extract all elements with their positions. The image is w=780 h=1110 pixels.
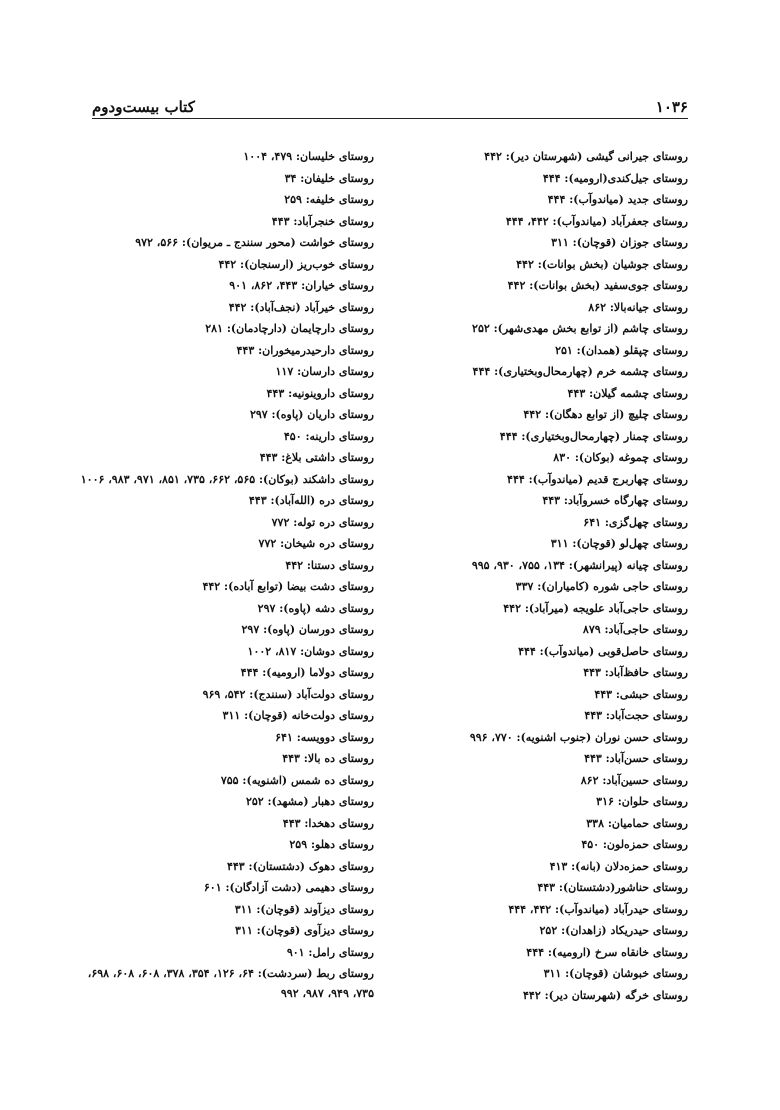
index-entry: روستای حسین‌آباد: ۸۶۲	[580, 773, 688, 787]
index-entry: روستای جیرانی گیشی (شهرستان دیر): ۴۴۲	[484, 150, 688, 163]
index-entry: روستای حجت‌آباد: ۴۴۳	[584, 709, 688, 722]
index-entry: روستای حسن نوران (جنوب اشنویه): ۷۷۰، ۹۹۶	[469, 730, 688, 744]
index-entry: روستای دره (الله‌آباد): ۴۴۳	[248, 494, 374, 507]
index-entry: روستای حمزه‌دلان (بانه): ۴۱۳	[549, 859, 688, 873]
index-entry: روستای ده بالا: ۴۴۳	[282, 752, 374, 765]
index-entry: روستای جوزان (قوچان): ۳۱۱	[551, 236, 688, 249]
index-entry: روستای حاجی شوره (کامیاران): ۳۳۷	[515, 580, 688, 593]
index-entry: روستای دارسان: ۱۱۷	[275, 365, 374, 378]
index-entry: روستای حلوان: ۳۱۶	[596, 795, 688, 808]
index-entry: روستای دوویسه: ۶۴۱	[275, 730, 374, 744]
index-entry: روستای دارینه: ۴۵۰	[283, 429, 374, 443]
index-entry: روستای دشت بیضا (توابع آباده): ۴۴۲	[202, 580, 374, 593]
index-entry: روستای خوب‌ریز (ارسنجان): ۴۴۲	[218, 257, 374, 271]
index-entry: روستای دولت‌خانه (قوچان): ۳۱۱	[222, 709, 374, 722]
index-entry: روستای حافظ‌آباد: ۴۴۳	[583, 666, 688, 679]
index-entry: روستای چموغه (بوکان): ۸۳۰	[553, 451, 688, 464]
index-entry: روستای دهخدا: ۴۴۳	[282, 816, 374, 830]
header-rule	[92, 118, 688, 119]
index-entry: روستای حبشی: ۴۴۳	[594, 687, 688, 701]
index-entry: روستای دهبار (مشهد): ۲۵۲	[245, 795, 374, 808]
index-entry: روستای حناشور(دشتستان): ۴۴۳	[537, 881, 688, 894]
index-entry: روستای چشمه گیلان: ۴۴۳	[567, 386, 688, 400]
index-entry: روستای چمنار (چهارمحال‌وبختیاری): ۴۴۴	[499, 429, 688, 443]
index-entry: روستای چشمه خرم (چهارمحال‌وبختیاری): ۴۴۴	[472, 365, 688, 378]
index-entry: روستای دستنا: ۴۴۲	[285, 558, 374, 572]
index-entry: روستای دولاما (ارومیه): ۴۴۴	[240, 666, 374, 679]
index-entry: روستای دارچایمان (دارچادمان): ۲۸۱	[205, 322, 374, 335]
index-entry: روستای خرگه (شهرستان دیر): ۴۴۲	[523, 988, 688, 1002]
index-entry: روستای دورسان (پاوه): ۲۹۷	[241, 623, 374, 636]
index-entry: روستای دوشان: ۸۱۷، ۱۰۰۲	[247, 644, 374, 658]
index-entry: روستای چاشم (از توابع بخش مهدی‌شهر): ۲۵۲	[472, 322, 688, 335]
index-entry: روستای دولت‌آباد (سنندج): ۵۴۲، ۹۶۹	[202, 687, 374, 701]
index-entry: روستای حمزه‌لون: ۴۵۰	[581, 838, 688, 851]
book-title: کتاب بیست‌ودوم	[92, 98, 195, 116]
index-entry: روستای چپقلو (همدان): ۲۵۱	[555, 343, 688, 357]
index-entry: روستای ربط (سردشت): ۶۴، ۱۲۶، ۳۵۴، ۳۷۸، ۶۰۸، ۶۰۸، ۶۹۸، ۷۳۵، ۹۴۹، ۹۸۷، ۹۹۲	[87, 967, 374, 1000]
index-entry: روستای دهیمی (دشت آزادگان): ۶۰۱	[203, 881, 374, 894]
index-entry: روستای چهارگاه خسروآباد: ۴۴۳	[542, 494, 688, 507]
index-entry: روستای داروینونیه: ۴۴۳	[266, 386, 374, 400]
index-entry: روستای حیدریکاد (زاهدان): ۲۵۲	[539, 924, 688, 937]
index-entry: روستای چهل‌گزی: ۶۴۱	[583, 515, 688, 529]
index-entry: روستای خیاران: ۴۴۳، ۸۶۲، ۹۰۱	[229, 279, 374, 292]
index-entry: روستای حمامیان: ۳۳۸	[586, 816, 688, 830]
index-entry: روستای جوشیان (بخش بوانات): ۴۴۲	[516, 257, 688, 271]
index-entry: روستای حاجی‌آباد: ۸۷۹	[582, 623, 688, 636]
index-entry: روستای خنجرآباد: ۴۴۳	[271, 214, 374, 228]
index-entry: روستای جعفرآباد (میاندوآب): ۴۴۲، ۴۴۴	[505, 214, 688, 228]
index-entry: روستای دهوک (دشتستان): ۴۴۳	[226, 859, 374, 873]
index-entry: روستای دهلو: ۲۵۹	[289, 838, 374, 851]
index-entry: روستای خلیسان: ۴۷۹، ۱۰۰۴	[243, 150, 374, 163]
index-entry: روستای جدید (میاندوآب): ۴۴۴	[547, 193, 688, 206]
index-entry: روستای چلیچ (از توابع دهگان): ۴۴۲	[523, 408, 688, 421]
index-entry: روستای حاجی‌آباد علویجه (میرآباد): ۴۴۲	[503, 601, 688, 615]
index-entry: روستای جیانه‌بالا: ۸۶۲	[588, 300, 688, 314]
index-entry: روستای دیزآوی (قوچان): ۳۱۱	[235, 924, 374, 937]
index-entry: روستای حاصل‌قوبی (میاندوآب): ۴۴۴	[518, 644, 688, 658]
index-entry: روستای چهل‌لو (قوچان): ۳۱۱	[550, 537, 688, 550]
index-entry: روستای خبوشان (قوچان): ۳۱۱	[543, 967, 688, 980]
index-entry: روستای خانقاه سرخ (ارومیه): ۴۴۴	[526, 945, 688, 959]
index-entry: روستای رامل: ۹۰۱	[286, 945, 374, 959]
index-entry: روستای دره توله: ۷۷۲	[271, 515, 374, 529]
index-entry: روستای حیدرآباد (میاندوآب): ۴۴۲، ۴۴۴	[508, 902, 688, 916]
index-entry: روستای داشتی بلاغ: ۴۴۳	[259, 451, 374, 464]
index-entry: روستای چهاربرج قدیم (میاندوآب): ۴۴۴	[507, 472, 688, 486]
index-entry: روستای چیانه (پیرانشهر): ۱۳۴، ۷۵۵، ۹۳۰، ۹۹۵	[471, 558, 688, 572]
index-entry: روستای خیرآباد (نجف‌آباد): ۴۴۲	[228, 300, 374, 314]
index-column-left	[74, 146, 374, 1004]
index-entry: روستای دره شیخان: ۷۷۲	[258, 537, 374, 550]
index-entry: روستای جوی‌سفید (بخش بوانات): ۴۴۲	[507, 279, 688, 292]
index-entry: روستای خلیفه: ۲۵۹	[284, 193, 374, 206]
index-entry: روستای دارحیدرمیخوران: ۴۴۳	[236, 343, 374, 357]
index-entry: روستای ده شمس (اشنویه): ۷۵۵	[220, 773, 374, 787]
page-header	[92, 88, 688, 116]
index-entry: روستای خلیفان: ۳۴	[284, 171, 374, 185]
index-entry: روستای جیل‌کندی(ارومیه): ۴۴۴	[542, 171, 688, 185]
index-column-right	[408, 146, 688, 1006]
index-entry: روستای خواشت (محور سنندج ـ مریوان): ۵۶۶، ۹۷۲	[135, 236, 374, 249]
index-entry: روستای دیزآوند (قوچان): ۳۱۱	[234, 902, 374, 916]
index-entry: روستای دشه (پاوه): ۲۹۷	[257, 601, 374, 615]
index-entry: روستای حسن‌آباد: ۴۴۳	[584, 752, 688, 765]
index-entry: روستای داشکند (بوکان): ۵۶۵، ۶۶۲، ۷۳۵، ۸۵۱، ۹۷۱، ۹۸۳، ۱۰۰۶	[80, 472, 374, 486]
index-entry: روستای داریان (پاوه): ۲۹۷	[249, 408, 374, 421]
page-number: ۱۰۳۶	[655, 98, 688, 116]
